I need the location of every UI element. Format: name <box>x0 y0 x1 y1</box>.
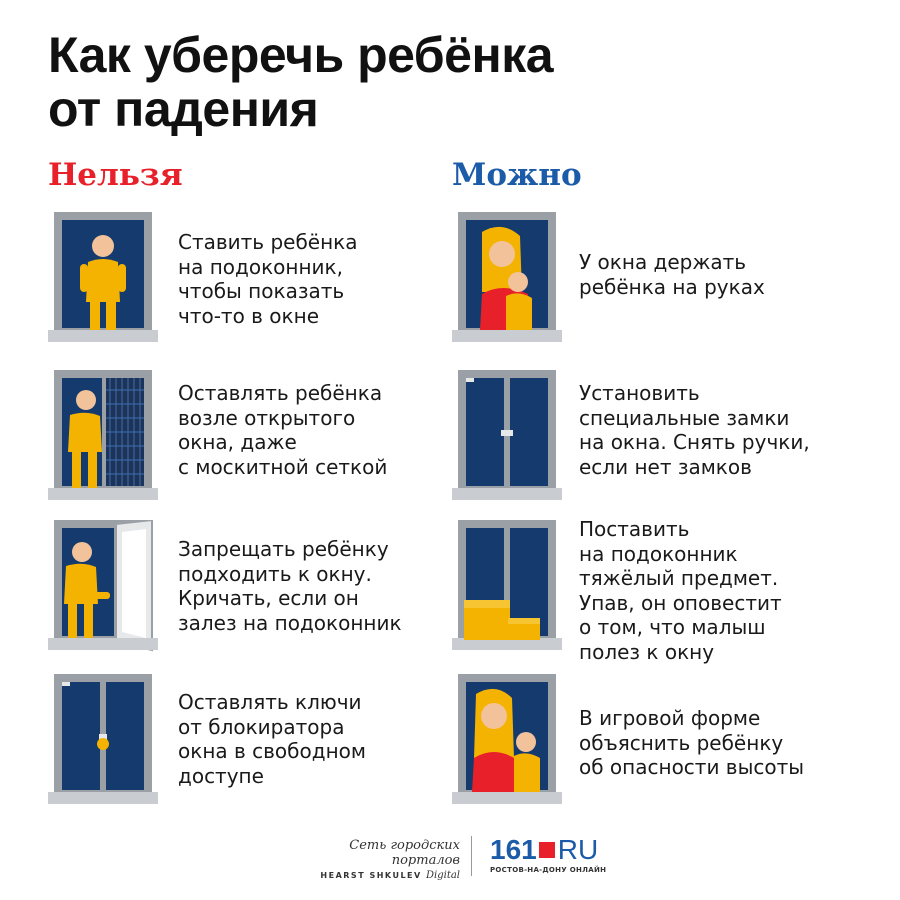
footer-divider <box>471 836 472 876</box>
child-by-mosquito-net-illustration <box>48 370 158 505</box>
hearst-shkulev-label: HEARST SHKULEV Digital <box>320 870 460 881</box>
child-on-windowsill-illustration <box>48 212 158 347</box>
window-lock-key-illustration <box>48 674 158 809</box>
allowed-item-1-text: У окна держать ребёнка на руках <box>579 250 765 299</box>
allowed-heading: Можно <box>452 157 582 193</box>
logo-number: 161 <box>490 834 537 865</box>
allowed-item-4-text: В игровой форме объяснить ребёнку об опасности высоты <box>579 706 805 779</box>
child-at-open-window-illustration <box>48 520 158 655</box>
page-title: Как уберечь ребёнка от падения <box>48 27 554 137</box>
window-without-handles-illustration <box>452 370 562 505</box>
logo-ru: RU <box>557 834 599 865</box>
mother-explaining-illustration <box>452 674 562 809</box>
forbidden-heading: Нельзя <box>48 157 183 193</box>
forbidden-item-4-text: Оставлять ключи от блокиратора окна в свободном доступе <box>178 690 366 788</box>
logo-red-square-icon <box>539 842 555 858</box>
site-161-logo <box>490 836 606 874</box>
network-title: Сеть городских порталов <box>349 838 460 868</box>
logo-subtitle: РОСТОВ-НА-ДОНУ ОНЛАЙН <box>490 866 607 874</box>
forbidden-item-1-text: Ставить ребёнка на подоконник, чтобы показать что-то в окне <box>178 230 358 328</box>
forbidden-item-3-text: Запрещать ребёнку подходить к окну. Кричать, если он залез на подоконник <box>178 537 402 635</box>
mother-holding-child-illustration <box>452 212 562 347</box>
forbidden-item-2-text: Оставлять ребёнка возле открытого окна, даже с москитной сеткой <box>178 381 388 479</box>
network-logo <box>280 838 460 881</box>
allowed-item-2-text: Установить специальные замки на окна. Снять ручки, если нет замков <box>579 381 810 479</box>
boxes-on-windowsill-illustration <box>452 520 562 655</box>
allowed-item-3-text: Поставить на подоконник тяжёлый предмет. Упав, он оповестит о том, что малыш полез к окну <box>579 517 782 664</box>
